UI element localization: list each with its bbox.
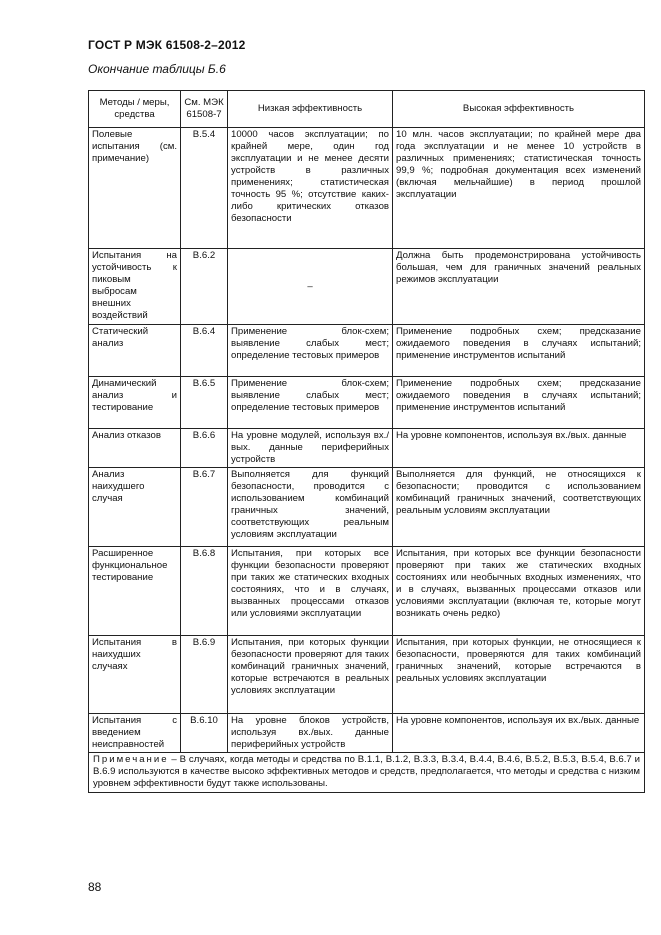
low-efficiency-cell: Выполняется для функций безопасности, проводится с использованием комбинаций граничных значений, соответствующих реальным условиям эксплуатации	[228, 468, 393, 547]
high-efficiency-cell: На уровне компонентов, используя их вх./вых. данные	[393, 714, 645, 753]
low-efficiency-cell: На уровне модулей, используя вх./вых. данные периферийных устройств	[228, 429, 393, 468]
table-note	[89, 753, 645, 793]
table-caption: Окончание таблицы Б.6	[88, 62, 226, 76]
high-efficiency-cell: Применение подробных схем; предсказание ожидаемого поведения в случаях испытаний; применение инструментов испытаний	[393, 325, 645, 377]
ref-cell: B.6.7	[181, 468, 228, 547]
ref-cell: B.6.2	[181, 249, 228, 325]
high-efficiency-cell: 10 млн. часов эксплуатации; по крайней мере два года эксплуатации и не менее 10 устройств в различных применениях; статистическая точность 99,9 %; подробная документация всех изменений (включая мельчайшие) в период прошлой эксплуатации	[393, 128, 645, 249]
table-row	[89, 429, 645, 468]
high-efficiency-cell: Испытания, при которых функции, не относящиеся к безопасности, проверяются для таких комбинаций граничных значений, которые встречаются в реальных условиях эксплуатации	[393, 636, 645, 714]
column-header-low: Низкая эффективность	[228, 91, 393, 128]
low-efficiency-cell: –	[228, 249, 393, 325]
note-label: Примечание	[93, 754, 169, 765]
table-row	[89, 636, 645, 714]
high-efficiency-cell: На уровне компонентов, используя вх./вых. данные	[393, 429, 645, 468]
method-cell: Анализ наихудшего случая	[89, 468, 181, 547]
table-row	[89, 128, 645, 249]
low-efficiency-cell: На уровне блоков устройств, используя вх./вых. данные периферийных устройств	[228, 714, 393, 753]
ref-cell: B.5.4	[181, 128, 228, 249]
note-text: – В случаях, когда методы и средства по B.1.1, B.1.2, B.3.3, B.3.4, B.4.4, B.4.6, B.5.2, B.5.3, B.5.4, B.6.7 и B.6.9 используются в качестве высоко эффективных методов и средств, предполагается, что методы и средства с низким уровнем эффективности будут также использованы.	[93, 754, 640, 789]
low-efficiency-cell: Применение блок-схем; выявление слабых мест; определение тестовых примеров	[228, 377, 393, 429]
table-note-row	[89, 753, 645, 793]
ref-cell: B.6.10	[181, 714, 228, 753]
high-efficiency-cell: Должна быть продемонстрирована устойчивость большая, чем для граничных значений реальных режимов эксплуатации	[393, 249, 645, 325]
ref-cell: B.6.8	[181, 547, 228, 636]
method-cell: Испытания с введением неисправностей	[89, 714, 181, 753]
column-header-ref: См. МЭК 61508-7	[181, 91, 228, 128]
low-efficiency-cell: Испытания, при которых все функции безопасности проверяют при таких же статических входных состояниях, что и в случаях, вызванных процессами отказов или условиями эксплуатации	[228, 547, 393, 636]
low-efficiency-cell: 10000 часов эксплуатации; по крайней мере, один год эксплуатации и не менее десяти устройств в различных применениях; статистическая точность 95 %; отсутствие каких-либо критических отказов безопасности	[228, 128, 393, 249]
method-cell: Испытания на устойчивость к пиковым выбросам внешних воздействий	[89, 249, 181, 325]
table-row	[89, 468, 645, 547]
table-row	[89, 714, 645, 753]
page-number: 88	[88, 880, 102, 894]
table-row	[89, 547, 645, 636]
high-efficiency-cell: Испытания, при которых все функции безопасности проверяют при таких же статических входных состояниях или необычных входных изменениях, что и в случаях, вызванных процессами отказов или условиями эксплуатации (включая те, которые могут возникать очень редко)	[393, 547, 645, 636]
table-row	[89, 249, 645, 325]
column-header-method: Методы / меры, средства	[89, 91, 181, 128]
method-cell: Полевые испытания (см. примечание)	[89, 128, 181, 249]
low-efficiency-cell: Применение блок-схем; выявление слабых мест; определение тестовых примеров	[228, 325, 393, 377]
methods-table	[88, 90, 645, 793]
method-cell: Испытания в наихудших случаях	[89, 636, 181, 714]
table-row	[89, 377, 645, 429]
method-cell: Расширенное функциональное тестирование	[89, 547, 181, 636]
high-efficiency-cell: Выполняется для функций, не относящихся к безопасности; проводится с использованием комбинаций граничных значений, соответствующих реальным условиям эксплуатации	[393, 468, 645, 547]
column-header-high: Высокая эффективность	[393, 91, 645, 128]
high-efficiency-cell: Применение подробных схем; предсказание ожидаемого поведения в случаях испытаний; применение инструментов испытаний	[393, 377, 645, 429]
ref-cell: B.6.5	[181, 377, 228, 429]
method-cell: Статический анализ	[89, 325, 181, 377]
table-header-row	[89, 91, 645, 128]
table-row	[89, 325, 645, 377]
method-cell: Анализ отказов	[89, 429, 181, 468]
ref-cell: B.6.9	[181, 636, 228, 714]
method-cell: Динамический анализ и тестирование	[89, 377, 181, 429]
low-efficiency-cell: Испытания, при которых функции безопасности проверяют для таких комбинаций граничных значений, которые встречаются в реальных условиях эксплуатации	[228, 636, 393, 714]
document-header: ГОСТ Р МЭК 61508-2–2012	[88, 38, 246, 52]
ref-cell: B.6.4	[181, 325, 228, 377]
ref-cell: B.6.6	[181, 429, 228, 468]
